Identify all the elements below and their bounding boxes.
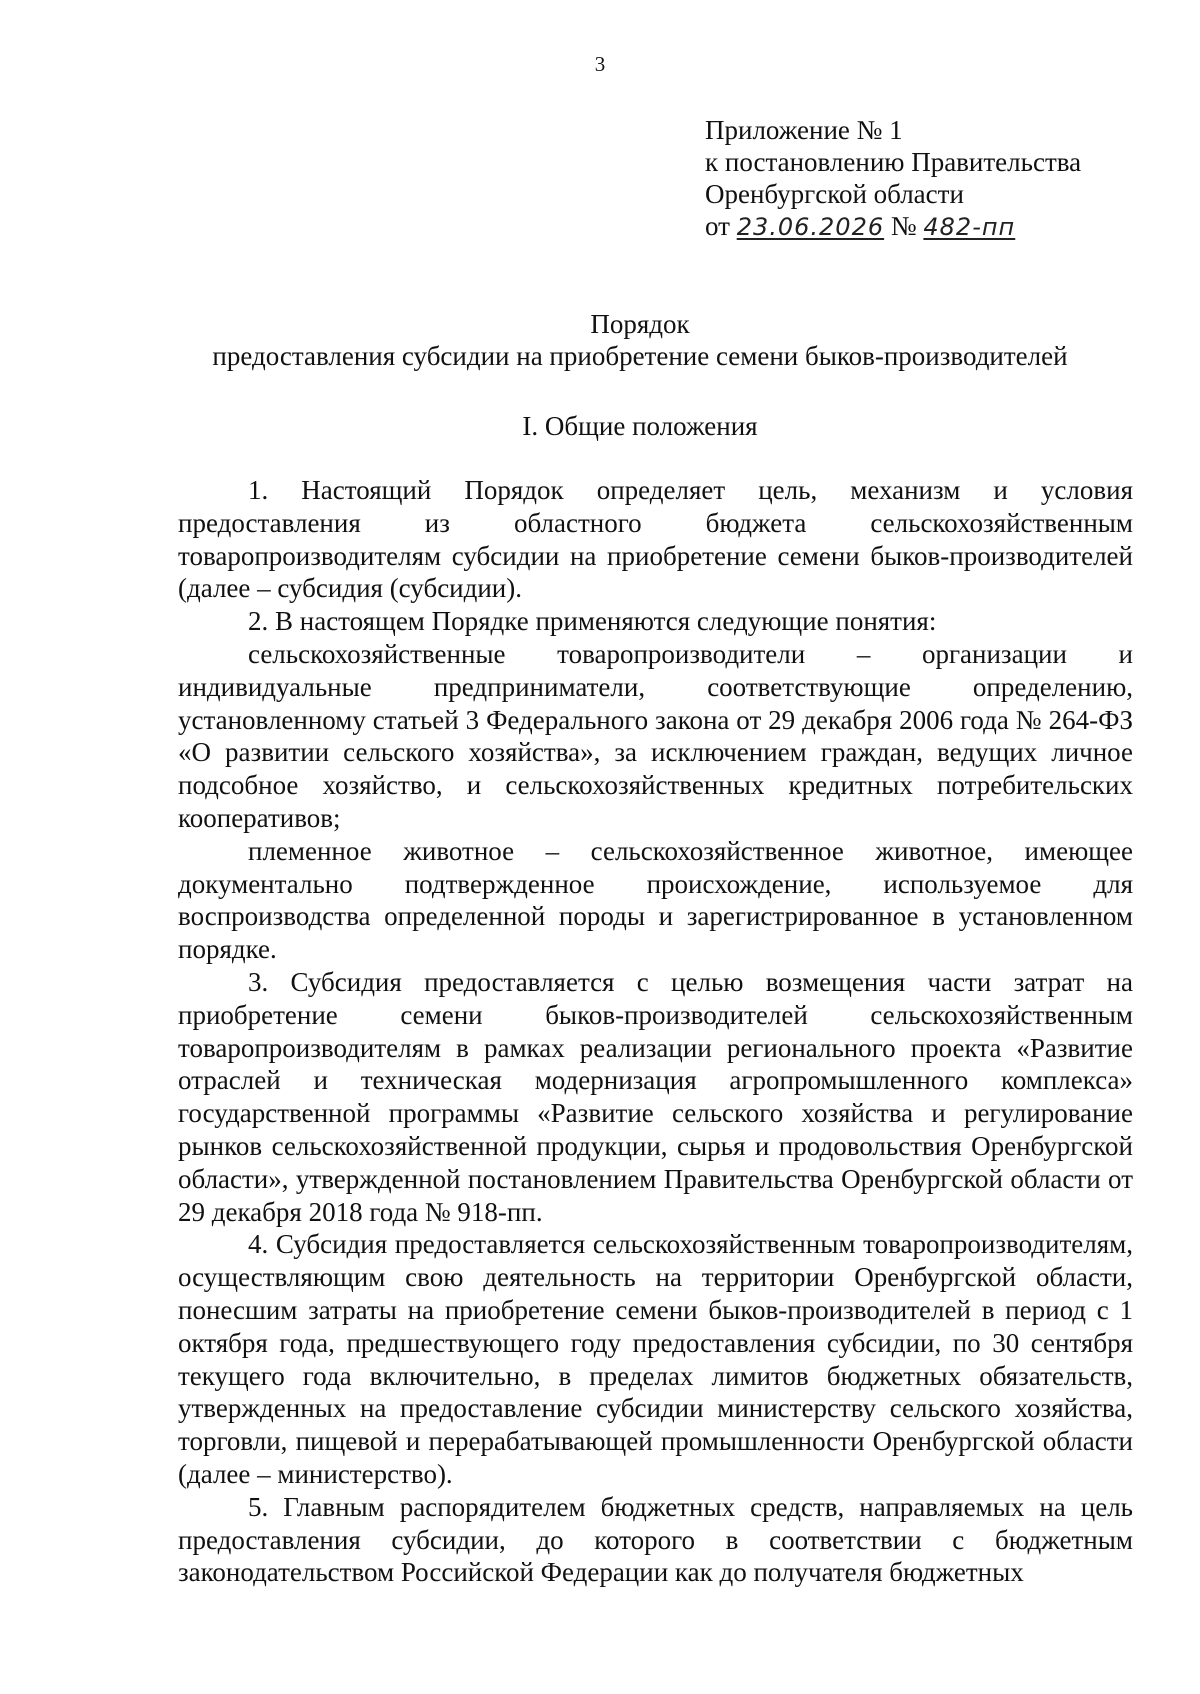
number-prefix: № xyxy=(890,211,917,241)
title-line-1: Порядок xyxy=(590,309,690,339)
paragraph-2: 2. В настоящем Порядке применяются следующие понятия: xyxy=(248,606,937,637)
appendix-date-line xyxy=(705,210,1145,243)
appendix-line-3: Оренбургской области xyxy=(705,179,964,209)
paragraph-3: 3. Субсидия предоставляется с целью возмещения части затрат на приобретение семени быков-производителей сельскохозяйственным товаропроизводителям в рамках реализации регионального проекта «Развитие отраслей и техническая модернизация агропромышленного комплекса» государственной программы «Развитие сельского хозяйства и регулирование рынков сельскохозяйственной продукции, сырья и продовольствия Оренбургской области», утвержденной постановлением Правительства Оренбургской области от 29 декабря 2018 года № 918-пп. xyxy=(178,966,1133,1227)
paragraph-1: 1. Настоящий Порядок определяет цель, механизм и условия предоставления из областного бюджета сельскохозяйственным товаропроизводителям субсидии на приобретение семени быков-производителей (далее – субсидия (субсидии). xyxy=(178,475,1133,604)
document-title xyxy=(170,308,1110,372)
definition-breeding-animal: племенное животное – сельскохозяйственное животное, имеющее документально подтвержденное происхождение, используемое для воспроизводства определенной породы и зарегистрированное в установленном порядке. xyxy=(178,835,1133,965)
section-heading: I. Общие положения xyxy=(522,411,758,441)
appendix-line-2: к постановлению Правительства xyxy=(705,147,1082,177)
paragraph-5: 5. Главным распорядителем бюджетных средств, направляемых на цель предоставления субсидии, до которого в соответствии с бюджетным законодательством Российской Федерации как до получателя бюджетных xyxy=(178,1491,1133,1588)
body-text xyxy=(178,474,1133,1589)
title-line-2: предоставления субсидии на приобретение семени быков-производителей xyxy=(212,341,1068,371)
paragraph-4: 4. Субсидия предоставляется сельскохозяйственным товаропроизводителям, осуществляющим свою деятельность на территории Оренбургской области, понесшим затраты на приобретение семени быков-производителей в период с 1 октября года, предшествующего году предоставления субсидии, по 30 сентября текущего года включительно, в пределах лимитов бюджетных обязательств, утвержденных на предоставление субсидии министерству сельского хозяйства, торговли, пищевой и перерабатывающей промышленности Оренбургской области (далее – министерство). xyxy=(178,1229,1133,1489)
page-number: 3 xyxy=(594,52,606,76)
definition-producers: сельскохозяйственные товаропроизводители – организации и индивидуальные предприниматели, соответствующие определению, установленному статьей 3 Федерального закона от 29 декабря 2006 года № 264-ФЗ «О развитии сельского хозяйства», за исключением граждан, ведущих личное подсобное хозяйство, и сельскохозяйственных кредитных потребительских кооперативов; xyxy=(178,638,1133,833)
handwritten-date: 23.06.2026 xyxy=(736,213,885,241)
appendix-block xyxy=(705,114,1145,243)
appendix-line-1: Приложение № 1 xyxy=(705,115,903,145)
date-prefix: от xyxy=(705,211,730,241)
handwritten-number: 482-пп xyxy=(923,213,1016,241)
